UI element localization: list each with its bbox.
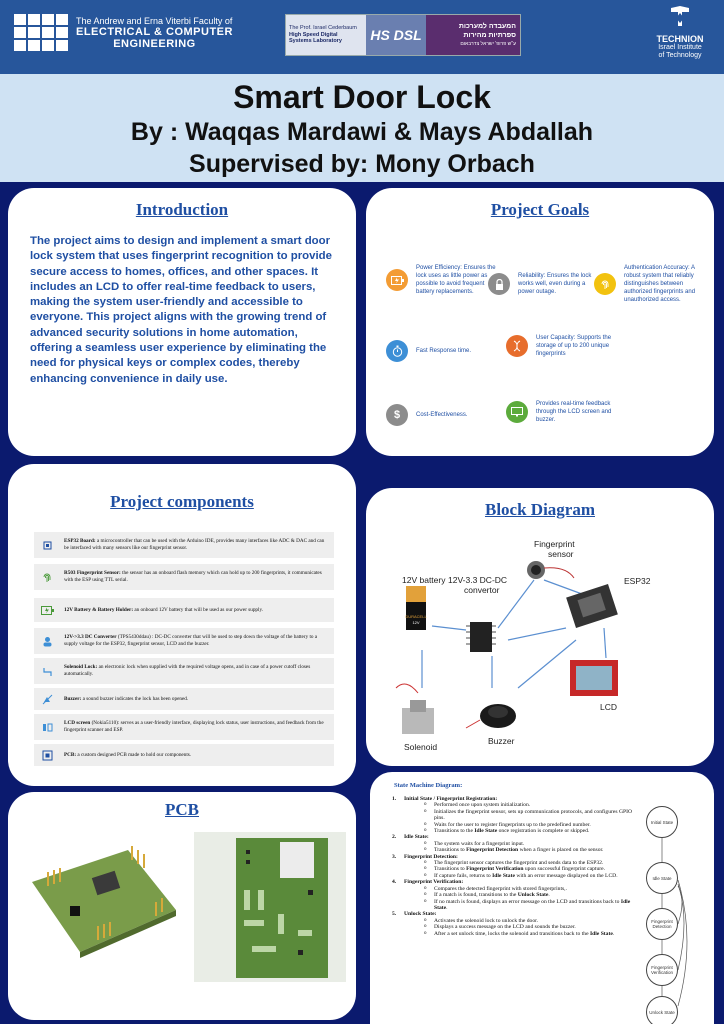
state-item: o If no match is found, displays an error message on the LCD and transitions back to Idle State. <box>388 899 638 912</box>
goal-text: Fast Response time. <box>416 347 472 354</box>
sensor-label-line2: sensor <box>548 549 574 559</box>
component-name: ESP32 Board: <box>64 538 96 545</box>
battery-brand: DURACELL <box>405 614 427 619</box>
pcb-top-render <box>194 832 346 982</box>
component-name: Buzzer: <box>64 695 82 702</box>
state-item: o Performed once upon system initialization. <box>388 802 638 808</box>
goal-text: Authentication Accuracy: A robust system that reliably distinguishes between authorized fingerprints and unauthorized access. <box>624 265 696 304</box>
introduction-panel <box>8 188 356 456</box>
battery-image <box>405 586 427 630</box>
state-number: 1. <box>392 796 397 802</box>
introduction-title: Introduction <box>135 200 229 219</box>
block-diagram <box>366 528 714 766</box>
lab-heb1: המעבדה למערכות <box>458 23 516 31</box>
state-item: o Displays a success message on the LCD and sounds the buzzer. <box>388 924 638 930</box>
lab-line3: Systems Laboratory <box>289 38 342 45</box>
lab-heb3: ע"ש פרופ' ישראל צדרבאום <box>460 40 516 47</box>
lab-heb2: ספרתיות מהירות <box>463 31 516 39</box>
block-diagram-panel <box>366 488 714 766</box>
battery-icon <box>40 603 54 617</box>
stopwatch-icon <box>386 340 408 362</box>
project-components-panel <box>8 464 356 786</box>
chip-icon <box>40 538 54 552</box>
sensor-label-line1: Fingerprint <box>534 539 575 549</box>
component-item <box>34 532 334 558</box>
squares-icon <box>14 14 68 51</box>
block-diagram-title: Block Diagram <box>484 500 596 519</box>
pcb-title: PCB <box>165 800 199 819</box>
converter-icon <box>40 634 54 648</box>
converter-to-sensor-arrow <box>498 580 534 628</box>
state-number: 5. <box>392 911 397 918</box>
component-item <box>34 564 334 590</box>
goal-item <box>488 272 598 296</box>
goal-item <box>594 264 706 304</box>
esp-label: ESP32 <box>624 576 651 586</box>
component-name: PCB: <box>64 751 77 758</box>
battery-label: 12V battery <box>402 575 446 585</box>
state-node-detection: Fingerprint Detection <box>646 908 678 940</box>
buzzer-icon <box>40 692 54 706</box>
goal-text: Reliability: Ensures the lock works well, even during a power outage. <box>518 273 592 296</box>
goal-item <box>506 334 616 358</box>
component-name: R503 Fingerprint Sensor: <box>64 570 121 577</box>
pcb-icon <box>40 748 54 762</box>
goal-item <box>386 404 496 426</box>
lab-brand: HS DSL <box>366 15 426 55</box>
component-desc: a custom designed PCB made to hold our components. <box>76 751 192 758</box>
state-machine-panel <box>370 772 714 1024</box>
lab-line1: The Prof. Israel Cederbaum <box>289 25 357 32</box>
state-number: 3. <box>392 853 397 860</box>
sensor-to-esp-arrow <box>544 580 582 594</box>
component-item <box>34 744 334 766</box>
project-components-title: Project components <box>110 492 254 511</box>
goal-text: Cost-Effectiveness. <box>416 411 468 418</box>
technion-name: TECHNION <box>656 34 704 44</box>
goal-text: User Capacity: Supports the storage of up to 200 unique fingerprints <box>536 335 612 358</box>
state-item: o Transitions to Fingerprint Detection when a finger is placed on the sensor. <box>388 847 638 853</box>
buzzer-image <box>466 704 516 728</box>
component-desc: (TPS5430ddau) : DC-DC converter that will be used to step down the voltage of the battery to a supply voltage for the ESP32, fingerprint sensor, LCD and the buzzer. <box>64 634 318 647</box>
lcd-image <box>570 660 618 696</box>
project-goals-title: Project Goals <box>490 200 590 219</box>
lcd-label: LCD <box>600 702 618 712</box>
component-name: Solenoid Lock: <box>64 664 98 671</box>
screen-icon <box>506 401 528 423</box>
component-desc: a sound buzzer indicates the lock has been opened. <box>81 695 189 702</box>
solenoid-image <box>396 684 434 734</box>
fingerprint-icon <box>594 273 616 295</box>
state-title: Unlock State: <box>404 911 437 918</box>
state-node-verification: Fingerprint Verification <box>646 954 678 986</box>
pcb-3d-render <box>32 846 176 958</box>
component-name: 12V->3.3 DC Converter <box>64 634 117 641</box>
buzzer-label: Buzzer <box>488 736 515 746</box>
state-node-initial: Initial State <box>646 806 678 838</box>
faculty-line3: ENGINEERING <box>113 37 196 50</box>
dollar-icon: $ <box>386 404 408 426</box>
state-title: Fingerprint Verification: <box>404 879 464 886</box>
esp-to-buzzer-arrow <box>518 640 576 688</box>
component-name: LCD screen <box>64 720 91 727</box>
poster-supervisor: Supervised by: Mony Orbach <box>189 150 535 178</box>
state-item: o If a match is found, transitions to the Unlock State. <box>388 892 638 898</box>
state-item: o The system waits for a fingerprint input. <box>388 841 638 847</box>
goal-item <box>506 400 616 424</box>
state-title: Fingerprint Detection: <box>404 853 458 860</box>
goal-text: Power Efficiency: Ensures the lock uses as little power as possible to avoid frequent battery replacements. <box>416 265 496 296</box>
state-number: 4. <box>392 879 397 886</box>
technion-line2: of Technology <box>658 52 702 60</box>
poster-authors: By : Waqqas Mardawi & Mays Abdallah <box>130 118 594 146</box>
esp-to-lcd-arrow <box>604 628 606 658</box>
state-item: o Transitions to the Idle State once registration is complete or skipped. <box>388 828 638 834</box>
battery-to-converter-arrow <box>432 626 466 630</box>
hsdsl-logo <box>285 14 521 56</box>
faculty-line2: ELECTRICAL & COMPUTER <box>76 25 233 38</box>
component-item <box>34 658 334 684</box>
pcb-panel <box>8 792 356 1020</box>
state-list <box>388 796 638 937</box>
dna-icon <box>506 335 528 357</box>
converter-image <box>466 622 496 652</box>
faculty-line1: The Andrew and Erna Viterbi Faculty of <box>76 15 233 26</box>
solenoid-label: Solenoid <box>404 742 438 752</box>
battery-icon <box>386 269 408 291</box>
component-desc: the sensor has an onboard flash memory which can hold up to 200 fingerprints, it communicates with the ESP using TTL serial. <box>64 570 322 583</box>
goal-item <box>386 264 496 296</box>
state-machine-title: State Machine Diagram: <box>394 782 463 789</box>
technion-logo <box>645 4 715 61</box>
lab-line2: High Speed Digital <box>289 31 338 38</box>
state-number: 2. <box>392 834 397 841</box>
state-item: o After a set unlock time, locks the solenoid and transitions back to the Idle State. <box>388 931 638 937</box>
state-item: o Waits for the user to register fingerprints up to the predefined number. <box>388 822 638 828</box>
converter-to-esp-arrow <box>508 628 566 640</box>
component-name: 12V Battery & Battery Holder: <box>64 606 134 613</box>
component-item <box>34 714 334 740</box>
component-item <box>34 688 334 710</box>
component-desc: (Nokia5110): serves as a user-friendly interface, displaying lock status, user instructions, and feedback from the fingerprint scanner and ESP. <box>64 720 324 733</box>
component-item <box>34 598 334 622</box>
state-node-idle: Idle State <box>646 862 678 894</box>
converter-label-line2: convertor <box>464 585 500 595</box>
technion-emblem-icon <box>645 4 715 34</box>
converter-label-line1: 12V-3.3 DC-DC <box>448 575 508 585</box>
component-desc: an electronic lock when supplied with the required voltage opens, and in case of a power cutoff closes automatically. <box>64 664 311 677</box>
state-item: o If capture fails, returns to Idle State with an error message displayed on the LCD. <box>388 873 638 879</box>
state-item: o The fingerprint sensor captures the fingerprint and sends data to the ESP32. <box>388 860 638 866</box>
battery-value: 12V <box>412 620 420 625</box>
state-item: o Activates the solenoid lock to unlock the door. <box>388 918 638 924</box>
lcd-icon <box>40 720 54 734</box>
state-title: Idle State: <box>404 834 429 841</box>
technion-line1: Israel Institute <box>658 44 702 51</box>
lock-icon <box>488 273 510 295</box>
poster-title: Smart Door Lock <box>233 79 491 115</box>
ece-faculty-logo <box>14 14 233 51</box>
goal-text: Provides real-time feedback through the LCD screen and buzzer. <box>536 401 612 424</box>
state-item: o Initializes the fingerprint sensor, sets up communication protocols, and configures GPIO pins. <box>388 809 638 822</box>
introduction-body: The project aims to design and implement a smart door lock system that uses fingerprint recognition to provide secure access to homes, offices, and other spaces. It includes an LCD to offer real-time feedback to users, making the system user-friendly and accessible to everyone. This project aligns with the growing trend of advanced security solutions in home automation, offering a seamless user experience by eliminating the need for physical keys or complex codes, thereby enhancing convenience in daily use. <box>30 235 332 385</box>
state-item: o Compares the detected fingerprint with stored fingerprints,. <box>388 886 638 892</box>
state-item: o Transitions to Fingerprint Verification upon successful fingerprint capture. <box>388 866 638 872</box>
state-title: Initial State / Fingerprint Registration: <box>404 796 498 802</box>
pcb-images <box>8 820 356 1020</box>
solenoid-icon <box>40 664 54 678</box>
goal-item <box>386 340 496 362</box>
title-band <box>0 74 724 182</box>
state-node-unlock: Unlock State <box>646 996 678 1024</box>
header <box>0 0 724 74</box>
fingerprint-sensor-image <box>527 561 574 579</box>
component-desc: a microcontroller that can be used with the Arduino IDE, provides many interfaces like ADC & DAC and can be interfaced with many sensors like our fingerprint sensor. <box>64 538 325 551</box>
fingerprint-icon <box>40 570 54 584</box>
component-desc: an onboard 12V battery that will be used as our power supply. <box>133 606 264 613</box>
component-item <box>34 628 334 654</box>
project-goals-panel <box>366 188 714 456</box>
